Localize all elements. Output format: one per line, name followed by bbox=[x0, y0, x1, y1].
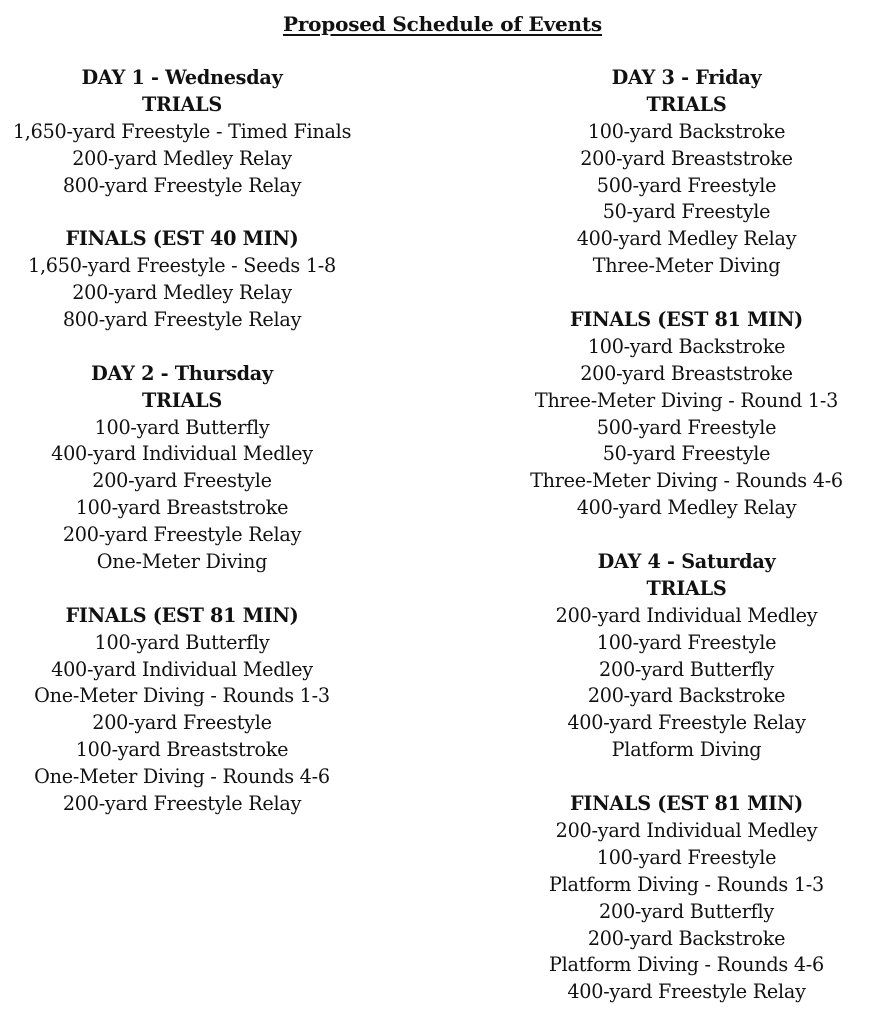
day2-final-event: 100-yard Butterfly bbox=[94, 630, 270, 654]
day3-final-event: 400-yard Medley Relay bbox=[576, 496, 797, 520]
day2-heading: DAY 2 - Thursday bbox=[91, 361, 273, 385]
day4-trial-event: 200-yard Butterfly bbox=[599, 657, 774, 681]
day4-final-event: 200-yard Individual Medley bbox=[555, 818, 818, 842]
day3-trial-event: Three-Meter Diving bbox=[592, 254, 781, 278]
day1-heading: DAY 1 - Wednesday bbox=[81, 66, 283, 89]
day4-trial-event: 100-yard Freestyle bbox=[596, 630, 777, 654]
day4-trial-event: 400-yard Freestyle Relay bbox=[567, 711, 806, 735]
day3-trial-event: 400-yard Medley Relay bbox=[576, 227, 797, 251]
day2-final-event: 200-yard Freestyle bbox=[92, 711, 272, 735]
day4-final-event: Platform Diving - Rounds 1-3 bbox=[549, 872, 824, 896]
right-column bbox=[488, 65, 885, 1006]
day3-final-event: 50-yard Freestyle bbox=[602, 442, 771, 466]
day4-trials-heading: TRIALS bbox=[646, 576, 727, 600]
day1-finals-block bbox=[0, 226, 364, 334]
day4-trial-event: 200-yard Backstroke bbox=[587, 684, 786, 708]
day2-final-event: 400-yard Individual Medley bbox=[51, 657, 313, 681]
day2-final-event: 100-yard Breaststroke bbox=[75, 738, 289, 762]
day3-final-event: 200-yard Breaststroke bbox=[580, 361, 793, 385]
day2-final-event: One-Meter Diving - Rounds 4-6 bbox=[34, 765, 330, 789]
day3-final-event: Three-Meter Diving - Round 1-3 bbox=[534, 388, 839, 412]
day1-final-event: 800-yard Freestyle Relay bbox=[62, 308, 302, 332]
day3-final-event: 100-yard Backstroke bbox=[587, 334, 786, 358]
day1-final-event: 200-yard Medley Relay bbox=[72, 281, 292, 305]
day4-final-event: 400-yard Freestyle Relay bbox=[567, 980, 806, 1004]
day3-trials-block bbox=[488, 65, 885, 280]
day1-trial-event: 800-yard Freestyle Relay bbox=[62, 173, 302, 197]
day1-finals-heading: FINALS (EST 40 MIN) bbox=[65, 227, 299, 251]
day2-trial-event: 200-yard Freestyle bbox=[92, 469, 272, 493]
day3-heading: DAY 3 - Friday bbox=[611, 66, 762, 89]
day4-finals-block bbox=[488, 791, 885, 1006]
day2-final-event: 200-yard Freestyle Relay bbox=[62, 792, 302, 816]
day2-finals-heading: FINALS (EST 81 MIN) bbox=[65, 603, 299, 627]
day2-trials-heading: TRIALS bbox=[142, 388, 222, 412]
day4-final-event: Platform Diving - Rounds 4-6 bbox=[549, 953, 824, 977]
day3-finals-block bbox=[488, 307, 885, 522]
day3-final-event: 500-yard Freestyle bbox=[596, 415, 777, 439]
day1-trials-heading: TRIALS bbox=[142, 92, 222, 116]
left-column bbox=[0, 65, 364, 845]
day3-trial-event: 100-yard Backstroke bbox=[587, 119, 786, 143]
day4-final-event: 200-yard Butterfly bbox=[599, 899, 774, 923]
day4-heading: DAY 4 - Saturday bbox=[597, 550, 776, 574]
day2-trial-event: 200-yard Freestyle Relay bbox=[62, 523, 302, 547]
day2-trial-event: 100-yard Breaststroke bbox=[75, 496, 289, 520]
day1-trials-block bbox=[0, 65, 364, 199]
day4-finals-heading: FINALS (EST 81 MIN) bbox=[569, 792, 804, 816]
day2-trial-event: One-Meter Diving bbox=[96, 550, 268, 574]
day2-finals-block bbox=[0, 603, 364, 818]
day2-trial-event: 400-yard Individual Medley bbox=[51, 442, 313, 466]
day2-final-event: One-Meter Diving - Rounds 1-3 bbox=[34, 684, 330, 708]
page-title: Proposed Schedule of Events bbox=[282, 12, 602, 36]
day3-trials-heading: TRIALS bbox=[646, 92, 727, 116]
day3-trial-event: 200-yard Breaststroke bbox=[580, 146, 793, 170]
day4-final-event: 100-yard Freestyle bbox=[596, 845, 777, 869]
day4-trial-event: 200-yard Individual Medley bbox=[555, 603, 818, 627]
day3-final-event: Three-Meter Diving - Rounds 4-6 bbox=[530, 469, 843, 493]
day1-trial-event: 200-yard Medley Relay bbox=[72, 146, 292, 170]
day4-final-event: 200-yard Backstroke bbox=[587, 926, 786, 950]
day4-trials-block bbox=[488, 549, 885, 764]
day4-trial-event: Platform Diving bbox=[611, 738, 762, 762]
day1-trial-event: 1,650-yard Freestyle - Timed Finals bbox=[12, 119, 352, 143]
day3-finals-heading: FINALS (EST 81 MIN) bbox=[569, 308, 804, 332]
day1-final-event: 1,650-yard Freestyle - Seeds 1-8 bbox=[28, 254, 336, 278]
day3-trial-event: 50-yard Freestyle bbox=[602, 200, 771, 224]
day2-trial-event: 100-yard Butterfly bbox=[94, 415, 270, 439]
day3-trial-event: 500-yard Freestyle bbox=[596, 173, 777, 197]
day2-trials-block bbox=[0, 361, 364, 576]
